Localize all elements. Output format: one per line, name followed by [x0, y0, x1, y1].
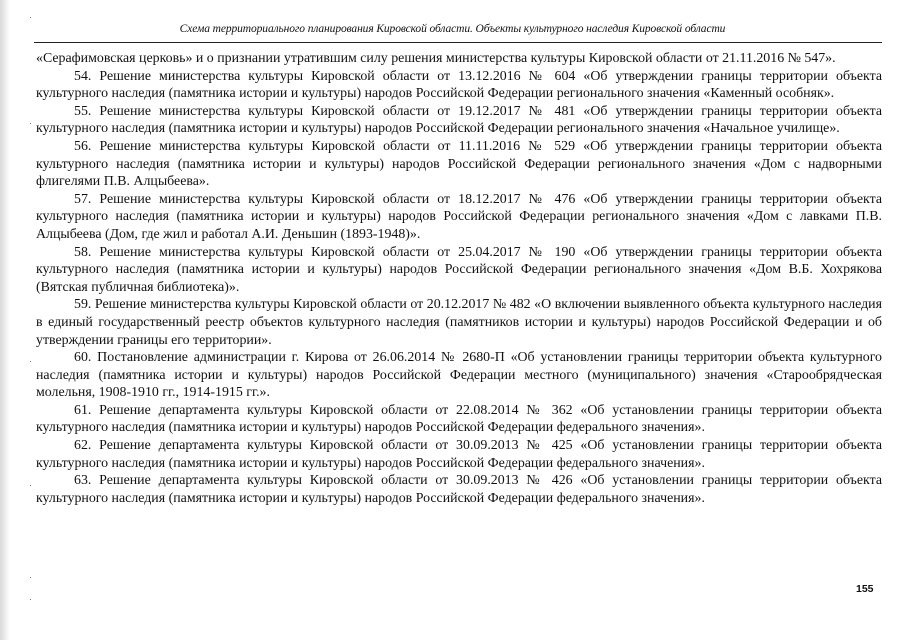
list-item-62: 62. Решение департамента культуры Кировской области от 30.09.2013 № 425 «Об установлении границы территории объекта культурного наследия (памятника истории и культуры) народов Российской Федерации федерального значения». [36, 438, 882, 471]
list-item-54: 54. Решение министерства культуры Кировской области от 13.12.2016 № 604 «Об утверждении границы территории объекта культурного наследия (памятника истории и культуры) народов Российской Федерации регионального значения «Каменный особняк». [36, 68, 882, 102]
list-item-60: 60. Постановление администрации г. Кирова от 26.06.2014 № 2680-П «Об установлении границы территории объекта культурного наследия (памятника истории и культуры) народов Российской Федерации местного (муниципального) значения «Старообрядческая молельня, 1908-1910 гг., 1914-1915 гг.». [36, 350, 882, 401]
continuation-paragraph: «Серафимовская церковь» и о признании утратившим силу решения министерства культуры Кировской области от 21.11.2016 № 547». [36, 51, 836, 66]
header-rule [34, 42, 882, 43]
scan-mark: · [29, 572, 32, 582]
list-item-63: 63. Решение департамента культуры Кировской области от 30.09.2013 № 426 «Об установлении границы территории объекта культурного наследия (памятника истории и культуры) народов Российской Федерации федерального значения». [36, 473, 882, 506]
scan-mark: · [29, 12, 32, 22]
list-item-55: 55. Решение министерства культуры Кировской области от 19.12.2017 № 481 «Об утверждении границы территории объекта культурного наследия (памятника истории и культуры) народов Российской Федерации регионального значения «Начальное училище». [36, 103, 882, 137]
list-item-61: 61. Решение департамента культуры Кировской области от 22.08.2014 № 362 «Об установлении границы территории объекта культурного наследия (памятника истории и культуры) народов Российской Федерации федерального значения». [36, 402, 882, 436]
list-item-58: 58. Решение министерства культуры Кировской области от 25.04.2017 № 190 «Об утверждении границы территории объекта культурного наследия (памятника истории и культуры) народов Российской Федерации регионального значения «Дом В.Б. Хохрякова (Вятская публичная библиотека)». [36, 244, 882, 295]
scan-mark: · [29, 594, 32, 604]
scan-mark: · [29, 480, 32, 490]
document-body [36, 50, 882, 507]
list-item-57: 57. Решение министерства культуры Кировской области от 18.12.2017 № 476 «Об утверждении границы территории объекта культурного наследия (памятника истории и культуры) народов Российской Федерации регионального значения «Дом с лавками П.В. Алцыбеева (Дом, где жил и работал А.И. Деньшин (1893-1948)». [36, 191, 882, 242]
list-item-56: 56. Решение министерства культуры Кировской области от 11.11.2016 № 529 «Об утверждении границы территории объекта культурного наследия (памятника истории и культуры) народов Российской Федерации регионального значения «Дом с надворными флигелями П.В. Алцыбеева». [36, 138, 882, 190]
scan-mark: · [29, 118, 32, 128]
scan-left-edge-shadow [0, 0, 10, 640]
scan-mark: · [29, 356, 32, 366]
running-header: Схема территориального планирования Кировской области. Объекты культурного наследия Кировской области [179, 23, 726, 35]
list-item-59: 59. Решение министерства культуры Кировской области от 20.12.2017 № 482 «О включении выявленного объекта культурного наследия в единый государственный реестр объектов культурного наследия (памятников истории и культуры) народов Российской Федерации и об утверждении границы его территории». [36, 297, 882, 348]
page-number: 155 [856, 583, 874, 595]
